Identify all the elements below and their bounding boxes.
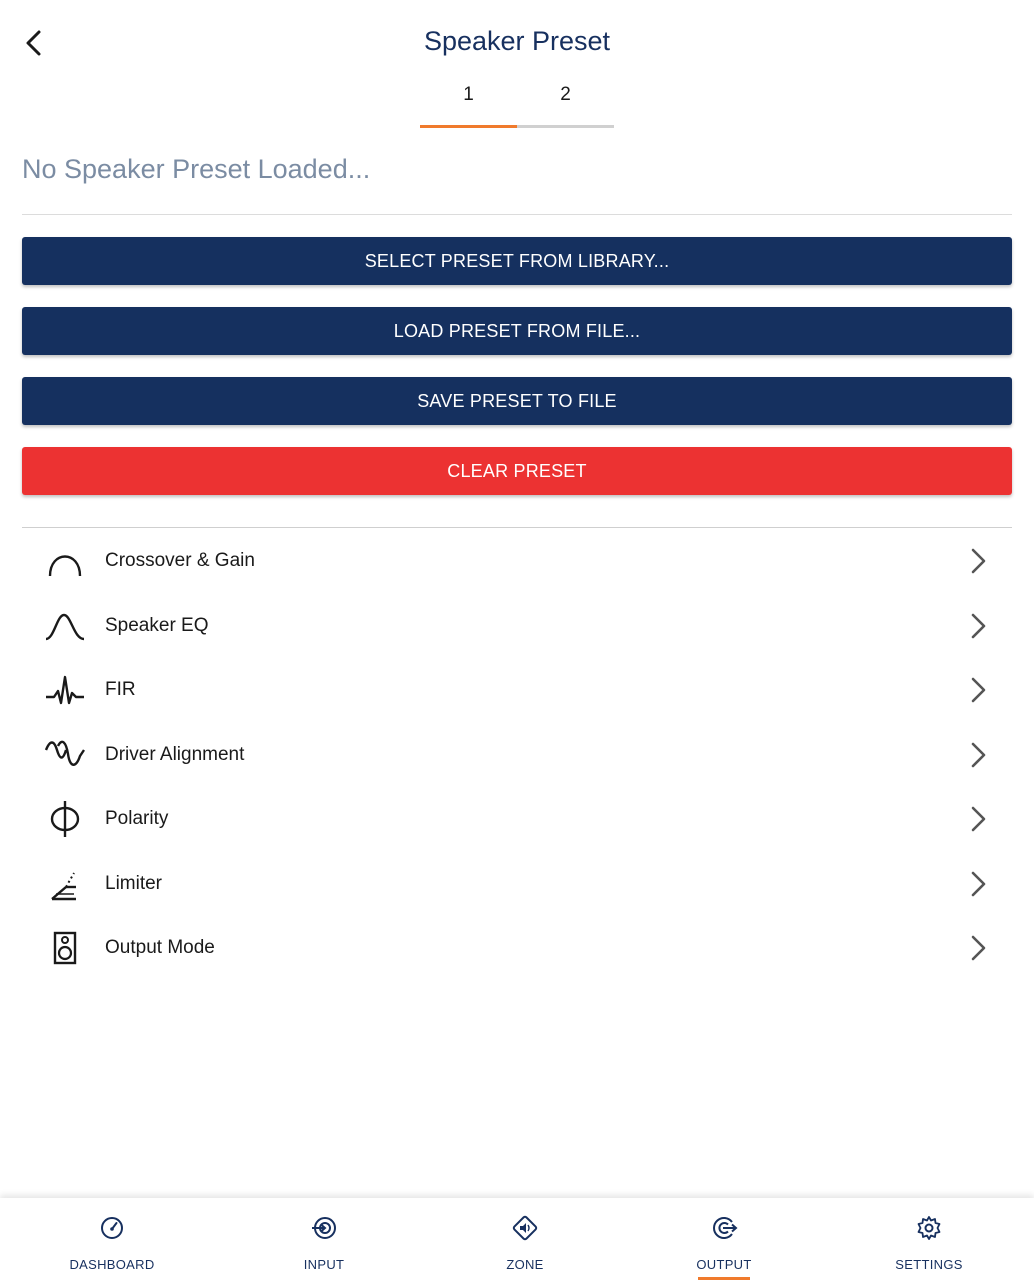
nav-label: OUTPUT: [696, 1257, 752, 1272]
crossover-icon: [44, 540, 86, 582]
nav-settings[interactable]: [849, 1198, 1009, 1281]
menu-item-label: Output Mode: [105, 937, 215, 959]
menu-item-label: Speaker EQ: [105, 614, 209, 636]
input-icon: [310, 1214, 338, 1242]
limiter-icon: [44, 863, 86, 905]
bottom-navigation: [0, 1198, 1034, 1281]
alignment-wave-icon: [44, 734, 86, 776]
menu-item-label: Limiter: [105, 872, 163, 894]
tab-1[interactable]: 1: [420, 78, 517, 125]
output-icon: [710, 1214, 738, 1242]
polarity-phi-icon: [44, 798, 86, 840]
menu-item-label: FIR: [105, 679, 136, 701]
gauge-icon: [98, 1214, 126, 1242]
chevron-right-icon: [966, 741, 990, 769]
menu-item-polarity[interactable]: [22, 787, 1012, 852]
menu-item-label: Driver Alignment: [105, 743, 245, 765]
chevron-right-icon: [966, 547, 990, 575]
menu-item-fir[interactable]: [22, 658, 1012, 723]
tab-2[interactable]: 2: [560, 84, 571, 105]
page-title: Speaker Preset: [423, 26, 611, 56]
nav-input[interactable]: [244, 1198, 404, 1281]
menu-item-label: Crossover & Gain: [105, 550, 255, 572]
eq-curve-icon: [44, 605, 86, 647]
gear-icon: [915, 1214, 943, 1242]
settings-menu-list: [22, 529, 1012, 981]
clear-preset-button[interactable]: CLEAR PRESET: [22, 447, 1012, 495]
impulse-icon: [44, 669, 86, 711]
menu-item-speaker-eq[interactable]: [22, 594, 1012, 659]
menu-item-driver-alignment[interactable]: [22, 723, 1012, 788]
nav-output[interactable]: [644, 1198, 804, 1281]
divider: [22, 214, 1012, 215]
select-preset-library-button[interactable]: SELECT PRESET FROM LIBRARY...: [22, 237, 1012, 285]
preset-status-text: No Speaker Preset Loaded...: [22, 154, 371, 184]
divider: [22, 527, 1012, 528]
menu-item-crossover-gain[interactable]: [22, 529, 1012, 594]
menu-item-limiter[interactable]: [22, 852, 1012, 917]
nav-dashboard[interactable]: [32, 1198, 192, 1281]
chevron-right-icon: [966, 612, 990, 640]
chevron-right-icon: [966, 934, 990, 962]
menu-item-label: Polarity: [105, 808, 169, 830]
speaker-box-icon: [44, 927, 86, 969]
chevron-right-icon: [966, 870, 990, 898]
nav-label: DASHBOARD: [69, 1257, 155, 1272]
nav-zone[interactable]: [445, 1198, 605, 1281]
nav-label: ZONE: [506, 1257, 544, 1272]
active-nav-indicator: [698, 1277, 750, 1280]
chevron-right-icon: [966, 676, 990, 704]
chevron-right-icon: [966, 805, 990, 833]
save-preset-file-button[interactable]: SAVE PRESET TO FILE: [22, 377, 1012, 425]
load-preset-file-button[interactable]: LOAD PRESET FROM FILE...: [22, 307, 1012, 355]
preset-tabs: [420, 78, 614, 128]
nav-label: INPUT: [303, 1257, 345, 1272]
zone-speaker-icon: [511, 1214, 539, 1242]
menu-item-output-mode[interactable]: [22, 916, 1012, 981]
nav-label: SETTINGS: [895, 1257, 963, 1272]
